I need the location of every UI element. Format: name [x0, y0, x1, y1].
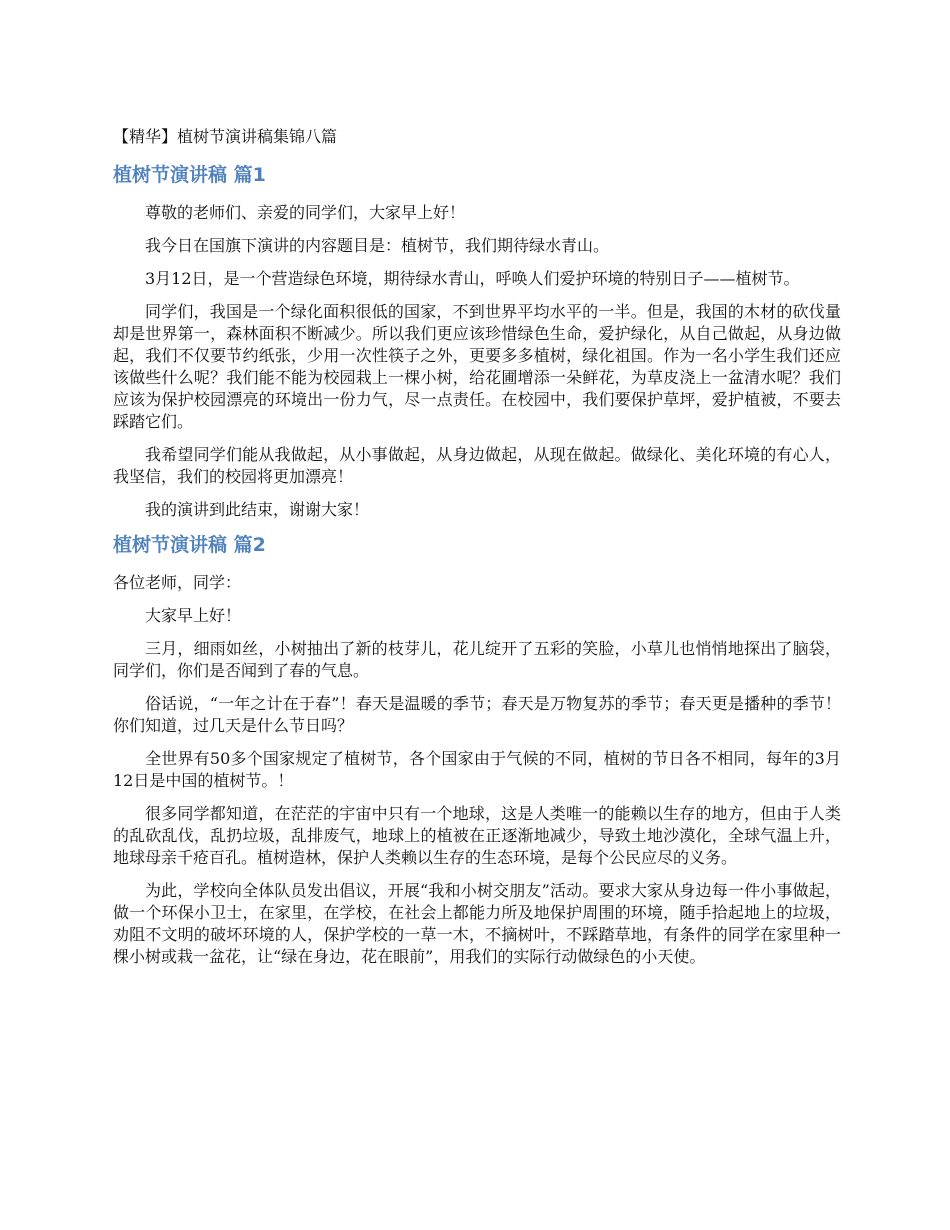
paragraph: 为此，学校向全体队员发出倡议，开展“我和小树交朋友”活动。要求大家从身边每一件小事做起，做一个环保小卫士，在家里，在学校，在社会上都能力所及地保护周围的环境，随手拾起地上的垃圾，劝阻不文明的破坏环境的人，保护学校的一草一木，不摘树叶，不踩踏草地，有条件的同学在家里种一棵小树或栽一盆花，让“绿在身边，花在眼前”，用我们的实际行动做绿色的小天使。 [113, 881, 841, 966]
section-heading: 植树节演讲稿 篇1 [113, 164, 266, 186]
section-2 [113, 532, 841, 968]
section-heading: 植树节演讲稿 篇2 [113, 534, 266, 556]
paragraph: 尊敬的老师们、亲爱的同学们，大家早上好！ [145, 203, 466, 222]
paragraph: 我的演讲到此结束，谢谢大家！ [145, 500, 370, 519]
section-1 [113, 162, 841, 521]
paragraph: 大家早上好！ [145, 606, 242, 625]
paragraph: 俗话说，“一年之计在于春”！春天是温暖的季节；春天是万物复苏的季节；春天更是播种的季节！你们知道，过几天是什么节日吗？ [113, 694, 841, 735]
paragraph: 全世界有50多个国家规定了植树节，各个国家由于气候的不同，植树的节日各不相同，每年的3月12日是中国的植树节。！ [113, 749, 841, 790]
document-body [113, 124, 841, 979]
salutation: 各位老师，同学： [113, 573, 242, 592]
paragraph: 3月12日，是一个营造绿色环境，期待绿水青山，呼唤人们爱护环境的特别日子——植树节。 [145, 269, 800, 288]
paragraph: 很多同学都知道，在茫茫的宇宙中只有一个地球，这是人类唯一的能赖以生存的地方，但由于人类的乱砍乱伐，乱扔垃圾，乱排废气，地球上的植被在正逐渐地减少，导致土地沙漠化，全球气温上升，地球母亲千疮百孔。植树造林，保护人类赖以生存的生态环境，是每个公民应尽的义务。 [113, 804, 841, 867]
paragraph: 三月，细雨如丝，小树抽出了新的枝芽儿，花儿绽开了五彩的笑脸，小草儿也悄悄地探出了脑袋，同学们，你们是否闻到了春的气息。 [113, 639, 841, 680]
document-title: 【精华】植树节演讲稿集锦八篇 [113, 127, 338, 146]
paragraph: 我今日在国旗下演讲的内容题目是：植树节，我们期待绿水青山。 [145, 236, 610, 255]
paragraph: 我希望同学们能从我做起，从小事做起，从身边做起，从现在做起。做绿化、美化环境的有心人，我坚信，我们的校园将更加漂亮！ [113, 445, 841, 486]
paragraph: 同学们，我国是一个绿化面积很低的国家，不到世界平均水平的一半。但是，我国的木材的砍伐量却是世界第一，森林面积不断减少。所以我们更应该珍惜绿色生命，爱护绿化，从自己做起，从身边做起，我们不仅要节约纸张，少用一次性筷子之外，更要多多植树，绿化祖国。作为一名小学生我们还应该做些什么呢？我们能不能为校园栽上一棵小树，给花圃增添一朵鲜花，为草皮浇上一盆清水呢？我们应该为保护校园漂亮的环境出一份力气，尽一点责任。在校园中，我们要保护草坪，爱护植被，不要去踩踏它们。 [113, 302, 841, 431]
